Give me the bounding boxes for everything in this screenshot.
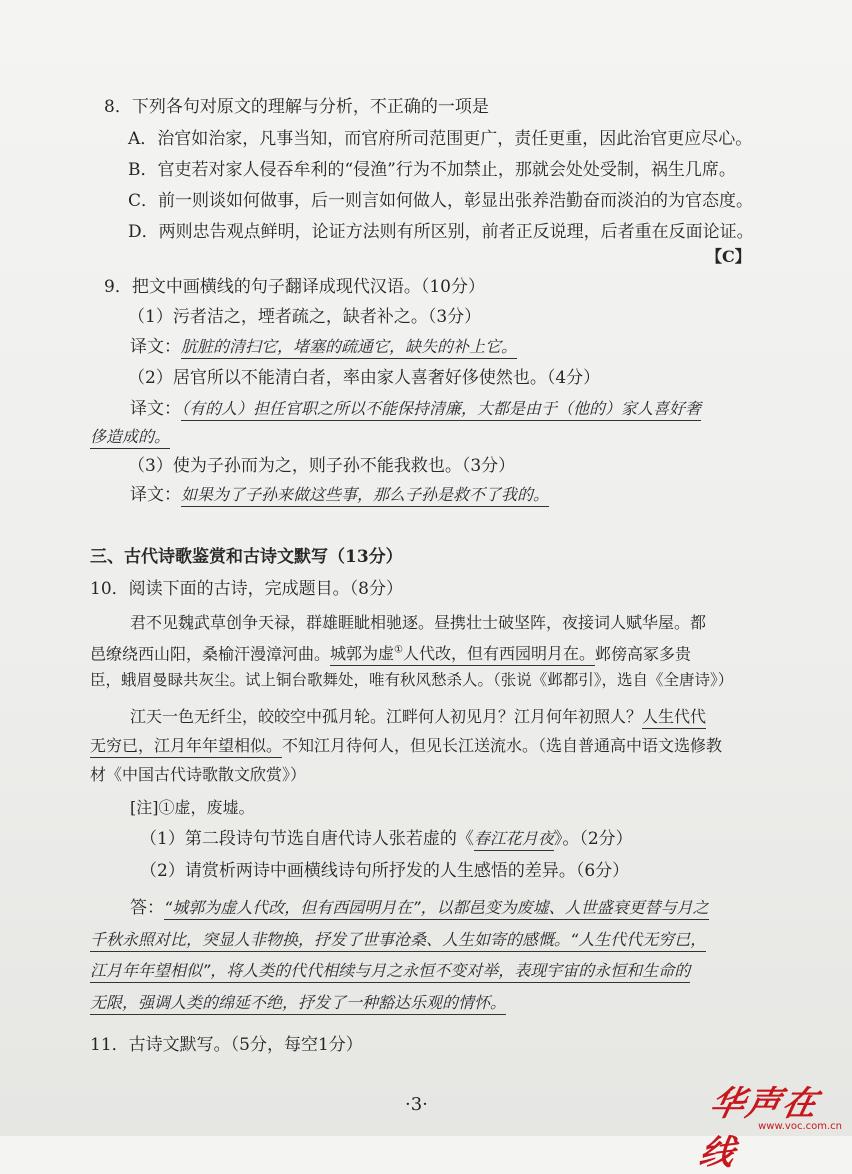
underlined-verse: 无穷已，江月年年望相似。 [90,736,282,758]
poem-1-line-3: 臣，蛾眉曼睩共灰尘。试上铜台歌舞处，唯有秋风愁杀人。（张说《邺都引》，选自《全唐诗》） [90,671,734,689]
question-10-answer-line-1 [130,897,709,919]
question-8-option-b: B．官吏若对家人侵吞牟利的“侵渔”行为不加禁止，那就会处处受制，祸生几席。 [128,160,736,180]
handwritten-answer: 如果为了子孙来做这些事，那么子孙是救不了我的。 [181,485,549,507]
watermark-logo [695,1076,846,1173]
watermark-logo-text: 华声在线 [695,1084,823,1173]
question-9-stem: 9．把文中画横线的句子翻译成现代汉语。（10分） [104,277,485,297]
handwritten-answer: 肮脏的清扫它，堵塞的疏通它，缺失的补上它。 [181,337,517,359]
question-9-sentence-3: （3）使为子孙而为之，则子孙不能我救也。（3分） [128,456,516,476]
answer-label: 译文： [130,399,181,419]
question-9-answer-2-line-1 [130,398,701,420]
page-number: ·3· [405,1094,428,1115]
question-9-sentence-2: （2）居官所以不能清白者，率由家人喜奢好侈使然也。（4分） [128,368,601,388]
question-9-answer-3 [130,484,549,506]
handwritten-answer: 江月年年望相似”，将人类的代代相续与月之永恒不变对举，表现宇宙的永恒和生命的 [90,961,690,983]
poem-1-line-1: 君不见魏武草创争天禄，群雄睚眦相驰逐。昼携壮士破坚阵，夜接词人赋华屋。都 [130,613,707,632]
question-10-answer-line-2 [90,929,706,951]
underlined-verse: 城郭为虚①人代改，但有西园明月在。 [330,644,595,666]
handwritten-answer: “城郭为虚人代改，但有西园明月在”，以都邑变为废墟、人世盛衰更替与月之 [164,898,709,920]
question-8-stem: 8．下列各句对原文的理解与分析，不正确的一项是 [104,97,489,117]
section-3-heading: 三、古代诗歌鉴赏和古诗文默写（13分） [90,547,403,567]
question-10-answer-line-4 [90,992,506,1014]
poem-2-line-1: 江天一色无纤尘，皎皎空中孤月轮。江畔何人初见月？江月何年初照人？人生代代 [130,706,706,728]
question-11-stem: 11．古诗文默写。（5分，每空1分） [90,1035,363,1055]
poem-1-line-2: 邑缭绕西山阳，桑榆汗漫漳河曲。城郭为虚①人代改，但有西园明月在。邺傍高冢多贵 [90,640,691,665]
question-8-option-d: D．两则忠告观点鲜明，论证方法则有所区别，前者正反说理，后者重在反面论证。 [128,222,754,242]
handwritten-answer: 侈造成的。 [90,427,170,449]
underlined-verse: 人生代代 [642,707,706,729]
question-8-option-c: C．前一则谈如何做事，后一则言如何做人，彰显出张养浩勤奋而淡泊的为官态度。 [128,191,754,211]
question-10-answer-line-3 [90,960,690,982]
handwritten-answer: （有的人）担任官职之所以不能保持清廉，大都是由于（他的）家人喜好奢 [181,399,701,421]
question-10-sub-1: （1）第二段诗句节选自唐代诗人张若虚的《春江花月夜》。（2分） [140,829,633,849]
question-8-answer: 【C】 [706,247,751,266]
poem-2-line-2: 无穷已，江月年年望相似。不知江月待何人，但见长江送流水。（选自普通高中语文选修教 [90,735,722,757]
question-9-answer-1 [130,336,517,358]
poem-note: [注]①虚，废墟。 [130,798,255,817]
question-9-sentence-1: （1）污者洁之，堙者疏之，缺者补之。（3分） [128,307,482,327]
poem-2-line-3: 材《中国古代诗歌散文欣赏》） [90,765,307,784]
answer-label: 译文： [130,337,181,357]
handwritten-answer: 千秋永照对比，突显人非物换，抒发了世事沧桑、人生如寄的感慨。“人生代代无穷已， [90,930,706,952]
question-8-option-a: A．治官如治家，凡事当知，而官府所司范围更广，责任更重，因此治官更应尽心。 [128,129,753,149]
answer-label: 答： [130,898,164,918]
question-10-sub-2: （2）请赏析两诗中画横线诗句所抒发的人生感悟的差异。（6分） [140,861,630,881]
question-9-answer-2-line-2 [90,426,170,448]
handwritten-answer: 春江花月夜 [474,829,554,851]
answer-label: 译文： [130,485,181,505]
watermark-url: www.voc.com.cn [758,1121,842,1132]
handwritten-answer: 无限，强调人类的绵延不绝，抒发了一种豁达乐观的情怀。 [90,993,506,1015]
question-10-stem: 10．阅读下面的古诗，完成题目。（8分） [90,579,403,599]
